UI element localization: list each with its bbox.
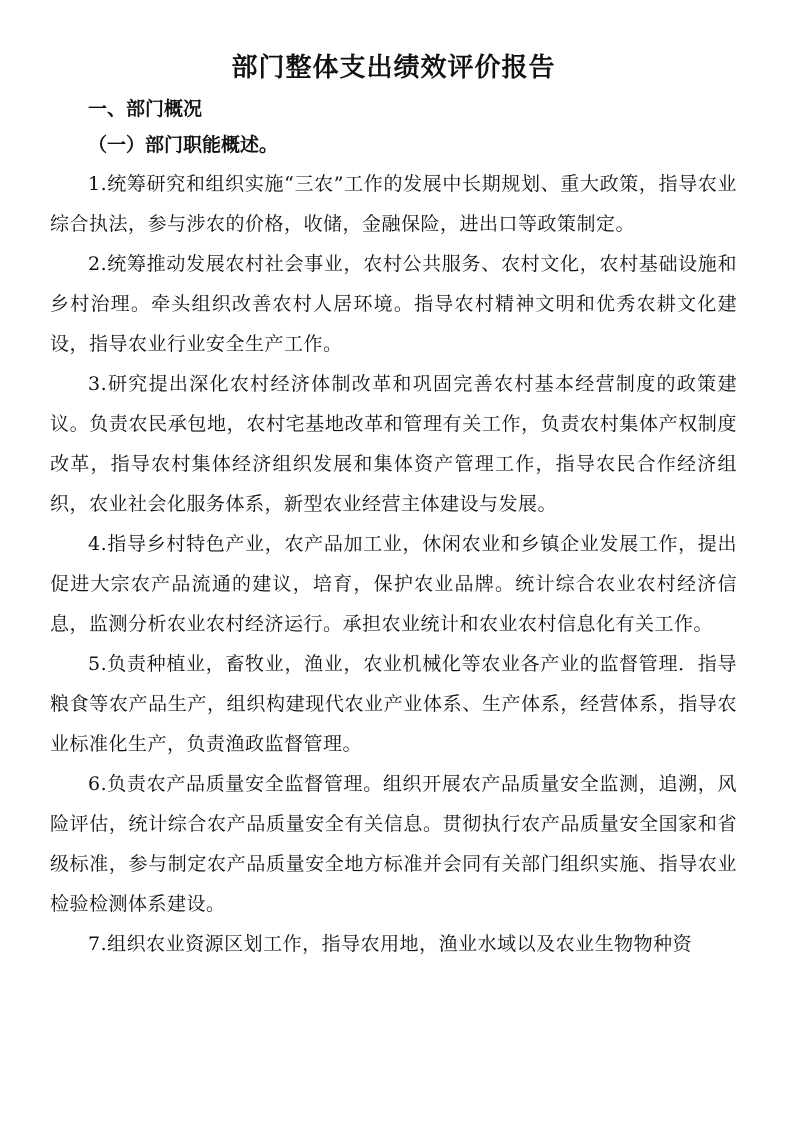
paragraph-function-4: 4.指导乡村特色产业，农产品加工业，休闲农业和乡镇企业发展工作，提出促进大宗农产品流通的建议，培育，保护农业品牌。统计综合农业农村经济信息，监测分析农业农村经济运行。承担农业统计和农业农村信息化有关工作。 (50, 533, 737, 635)
document-title: 部门整体支出绩效评价报告 (231, 53, 556, 83)
paragraph-function-3: 3.研究提出深化农村经济体制改革和巩固完善农村基本经营制度的政策建议。负责农民承包地，农村宅基地改革和管理有关工作，负责农村集体产权制度改革，指导农村集体经济组织发展和集体资产管理工作，指导农民合作经济组织，农业社会化服务体系，新型农业经营主体建设与发展。 (50, 373, 737, 515)
paragraph-function-5: 5.负责种植业，畜牧业，渔业，农业机械化等农业各产业的监督管理．指导粮食等农产品生产，组织构建现代农业产业体系、生产体系，经营体系，指导农业标准化生产，负责渔政监督管理。 (50, 653, 737, 755)
section-heading-overview: 一、部门概况 (88, 98, 203, 120)
paragraph-function-1: 1.统筹研究和组织实施“三农”工作的发展中长期规划、重大政策，指导农业综合执法，参与涉农的价格，收储，金融保险，进出口等政策制定。 (50, 173, 737, 235)
paragraph-function-7: 7.组织农业资源区划工作，指导农用地，渔业水域以及农业生物物种资 (88, 933, 693, 955)
paragraph-function-6: 6.负责农产品质量安全监督管理。组织开展农产品质量安全监测，追溯，风险评估，统计综合农产品质量安全有关信息。贯彻执行农产品质量安全国家和省级标准，参与制定农产品质量安全地方标准并会同有关部门组织实施、指导农业检验检测体系建设。 (50, 773, 737, 915)
paragraph-function-2: 2.统筹推动发展农村社会事业，农村公共服务、农村文化，农村基础设施和乡村治理。牵头组织改善农村人居环境。指导农村精神文明和优秀农耕文化建设，指导农业行业安全生产工作。 (50, 253, 737, 355)
subsection-heading-functions: （一）部门职能概述。 (88, 134, 279, 156)
